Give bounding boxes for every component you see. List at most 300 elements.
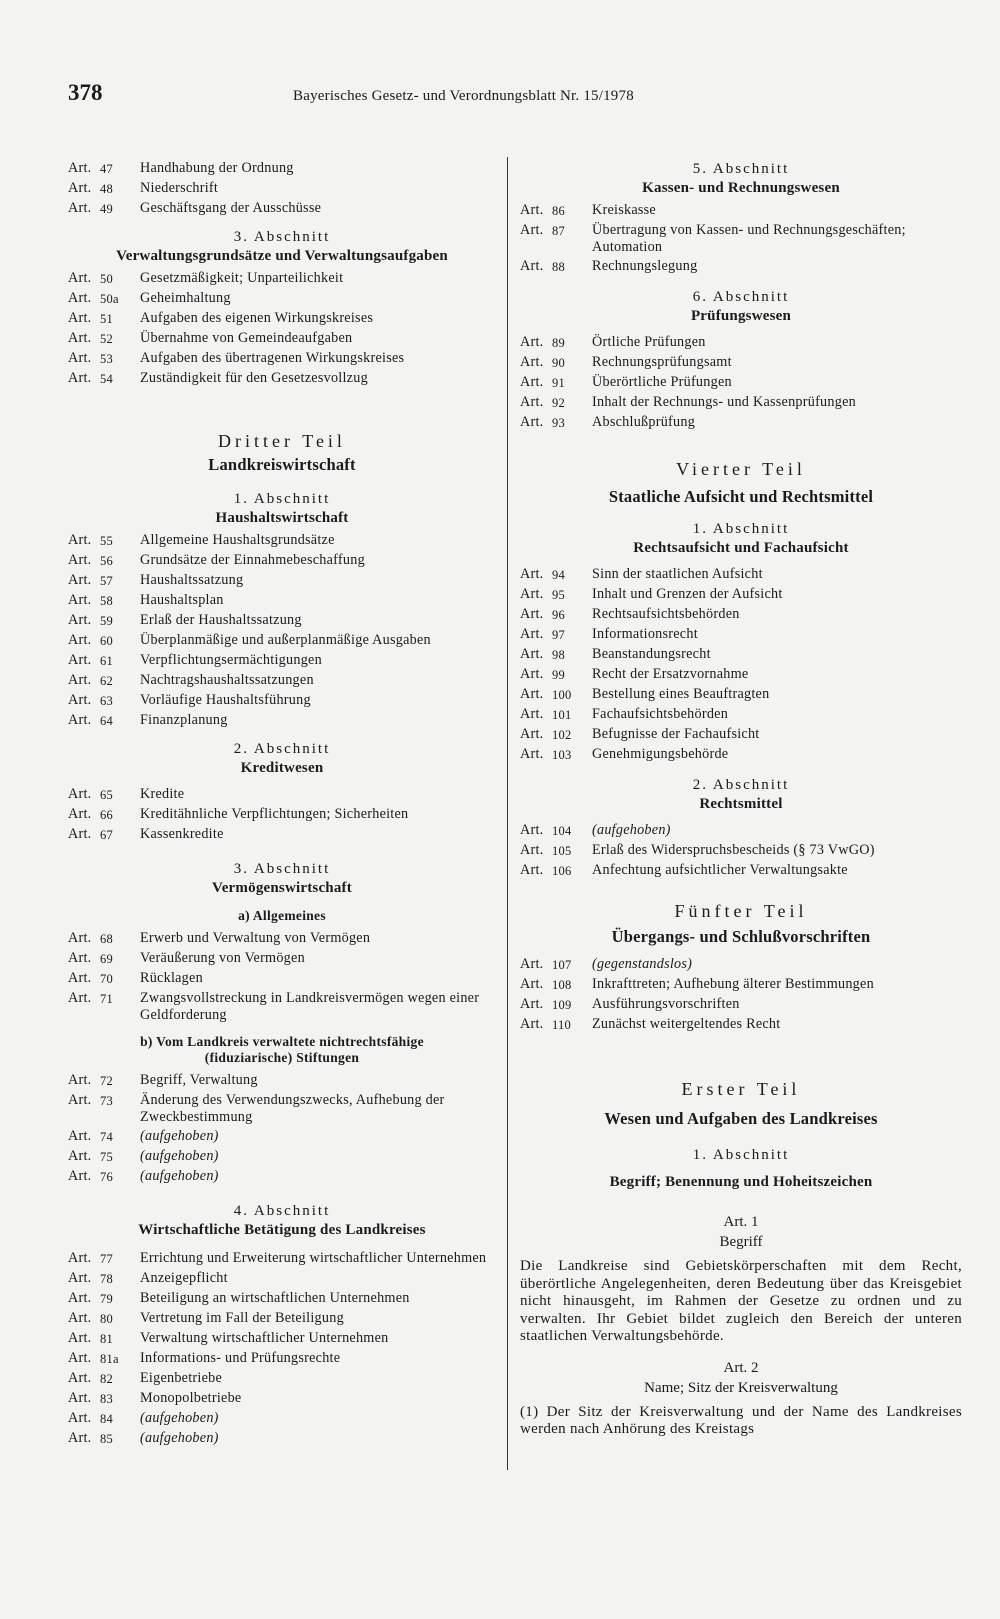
toc-entry bbox=[68, 290, 496, 308]
article-title: Vorläufige Haushaltsführung bbox=[140, 692, 311, 708]
part-title: Landkreiswirtschaft bbox=[208, 455, 356, 474]
article-number: 63 bbox=[100, 694, 113, 708]
article-title: Beteiligung an wirtschaftlichen Unternehmen bbox=[140, 1290, 410, 1306]
part-heading: Vierter Teil bbox=[676, 459, 806, 479]
article-title: Finanzplanung bbox=[140, 712, 228, 728]
article-abbrev: Art. bbox=[520, 258, 544, 274]
article-abbrev: Art. bbox=[520, 996, 544, 1012]
article-number: 70 bbox=[100, 972, 113, 986]
toc-entry bbox=[68, 552, 496, 570]
toc-entry bbox=[68, 1290, 496, 1308]
article-title: Beanstandungsrecht bbox=[592, 646, 711, 662]
article-abbrev: Art. bbox=[520, 354, 544, 370]
toc-entry bbox=[68, 672, 496, 690]
toc-entry bbox=[68, 1128, 496, 1146]
toc-entry bbox=[68, 1350, 496, 1368]
toc-entry bbox=[520, 1016, 962, 1034]
subsection-heading: b) Vom Landkreis verwaltete nichtrechtsfähige (fiduziarische) Stiftungen bbox=[140, 1034, 424, 1065]
toc-entry bbox=[68, 692, 496, 710]
toc-entry bbox=[520, 822, 962, 840]
section-number: 6. Abschnitt bbox=[692, 289, 790, 305]
article-title: Vertretung im Fall der Beteiligung bbox=[140, 1310, 344, 1326]
article-abbrev: Art. bbox=[68, 350, 92, 366]
part-heading: Fünfter Teil bbox=[674, 901, 808, 921]
toc-entry bbox=[520, 956, 962, 974]
toc-entry bbox=[68, 1168, 496, 1186]
article-number: 50 bbox=[100, 272, 113, 286]
article-number: 93 bbox=[552, 416, 565, 430]
article-abbrev: Art. bbox=[68, 1148, 92, 1164]
article-number: 53 bbox=[100, 352, 113, 366]
article-title: Name; Sitz der Kreisverwaltung bbox=[644, 1379, 838, 1396]
article-title: Eigenbetriebe bbox=[140, 1370, 223, 1386]
toc-entry bbox=[68, 532, 496, 550]
article-title: Überörtliche Prüfungen bbox=[592, 374, 732, 390]
article-abbrev: Art. bbox=[68, 1310, 92, 1326]
article-number: 94 bbox=[552, 568, 565, 582]
article-number: 79 bbox=[100, 1292, 113, 1306]
article-title: Erwerb und Verwaltung von Vermögen bbox=[140, 930, 371, 946]
journal-title: Bayerisches Gesetz- und Verordnungsblatt Nr. 15/1978 bbox=[293, 88, 634, 104]
section-number: 2. Abschnitt bbox=[692, 777, 790, 793]
toc-entry bbox=[68, 970, 496, 988]
part-heading: Dritter Teil bbox=[218, 431, 346, 451]
article-number: 47 bbox=[100, 162, 113, 176]
article-title: Erlaß des Widerspruchsbescheids (§ 73 VwGO) bbox=[592, 842, 875, 858]
article-title: Handhabung der Ordnung bbox=[140, 160, 294, 176]
section-title: Kassen- und Rechnungswesen bbox=[642, 180, 840, 196]
article-number: 60 bbox=[100, 634, 113, 648]
article-heading: Art. 1 bbox=[723, 1214, 759, 1230]
article-title: Erlaß der Haushaltssatzung bbox=[140, 612, 302, 628]
article-title: Sinn der staatlichen Aufsicht bbox=[592, 566, 763, 582]
article-title: Monopolbetriebe bbox=[140, 1390, 242, 1406]
toc-entry bbox=[520, 862, 962, 880]
article-number: 48 bbox=[100, 182, 113, 196]
article-title: (aufgehoben) bbox=[140, 1168, 219, 1184]
article-abbrev: Art. bbox=[68, 826, 92, 842]
toc-entry bbox=[520, 334, 962, 352]
article-paragraph: (1) Der Sitz der Kreisverwaltung und der Name des Landkreises werden nach Anhörung des Kreistags bbox=[520, 1403, 962, 1437]
article-number: 95 bbox=[552, 588, 565, 602]
toc-entry bbox=[520, 726, 962, 744]
toc-entry bbox=[68, 180, 496, 198]
article-number: 83 bbox=[100, 1392, 113, 1406]
article-number: 89 bbox=[552, 336, 565, 350]
toc-entry bbox=[68, 786, 496, 804]
article-title: Inhalt der Rechnungs- und Kassenprüfungen bbox=[592, 394, 856, 410]
section-title: Rechtsmittel bbox=[699, 796, 783, 812]
article-abbrev: Art. bbox=[520, 726, 544, 742]
section-title: Verwaltungsgrundsätze und Verwaltungsaufgaben bbox=[116, 248, 448, 264]
article-title: Rücklagen bbox=[140, 970, 203, 986]
article-title: Rechtsaufsichtsbehörden bbox=[592, 606, 740, 622]
section-number: 4. Abschnitt bbox=[233, 1203, 331, 1219]
article-abbrev: Art. bbox=[68, 930, 92, 946]
article-title: Überplanmäßige und außerplanmäßige Ausgaben bbox=[140, 632, 431, 648]
article-abbrev: Art. bbox=[520, 414, 544, 430]
article-abbrev: Art. bbox=[68, 290, 92, 306]
article-number: 71 bbox=[100, 992, 113, 1006]
article-number: 73 bbox=[100, 1094, 113, 1108]
entry-list bbox=[68, 532, 496, 730]
entry-list bbox=[520, 822, 962, 880]
article-number: 98 bbox=[552, 648, 565, 662]
toc-entry bbox=[68, 652, 496, 670]
article-number: 54 bbox=[100, 372, 113, 386]
article-title: Haushaltssatzung bbox=[140, 572, 244, 588]
article-abbrev: Art. bbox=[68, 572, 92, 588]
article-abbrev: Art. bbox=[68, 1168, 92, 1184]
article-title: Kassenkredite bbox=[140, 826, 224, 842]
article-title: Bestellung eines Beauftragten bbox=[592, 686, 770, 702]
article-number: 84 bbox=[100, 1412, 113, 1426]
article-number: 67 bbox=[100, 828, 113, 842]
article-number: 104 bbox=[552, 824, 572, 838]
article-number: 76 bbox=[100, 1170, 113, 1184]
toc-entry bbox=[520, 706, 962, 724]
toc-entry bbox=[68, 1250, 496, 1268]
article-number: 49 bbox=[100, 202, 113, 216]
article-abbrev: Art. bbox=[520, 1016, 544, 1032]
article-number: 72 bbox=[100, 1074, 113, 1088]
entry-list bbox=[520, 334, 962, 432]
article-number: 65 bbox=[100, 788, 113, 802]
toc-entry bbox=[68, 1330, 496, 1348]
page-number: 378 bbox=[68, 80, 103, 105]
article-number: 52 bbox=[100, 332, 113, 346]
toc-entry bbox=[520, 374, 962, 392]
article-title: Zwangsvollstreckung in Landkreisvermögen wegen einer Geldforderung bbox=[140, 990, 480, 1023]
article-number: 51 bbox=[100, 312, 113, 326]
article-abbrev: Art. bbox=[68, 672, 92, 688]
article-title: Begriff bbox=[719, 1234, 763, 1250]
article-abbrev: Art. bbox=[68, 370, 92, 386]
toc-entry bbox=[520, 354, 962, 372]
article-abbrev: Art. bbox=[68, 806, 92, 822]
article-abbrev: Art. bbox=[68, 950, 92, 966]
article-title: Rechnungsprüfungsamt bbox=[592, 354, 732, 370]
article-title: Befugnisse der Fachaufsicht bbox=[592, 726, 760, 742]
toc-entry bbox=[68, 806, 496, 824]
article-title: Begriff, Verwaltung bbox=[140, 1072, 258, 1088]
article-number: 108 bbox=[552, 978, 572, 992]
article-abbrev: Art. bbox=[68, 692, 92, 708]
article-abbrev: Art. bbox=[68, 990, 92, 1006]
section-title: Vermögenswirtschaft bbox=[212, 880, 352, 896]
part-title: Wesen und Aufgaben des Landkreises bbox=[604, 1109, 878, 1128]
toc-entry bbox=[520, 666, 962, 684]
article-heading: Art. 2 bbox=[723, 1359, 759, 1376]
toc-entry bbox=[520, 996, 962, 1014]
toc-entry bbox=[68, 1390, 496, 1408]
article-abbrev: Art. bbox=[520, 976, 544, 992]
article-abbrev: Art. bbox=[68, 310, 92, 326]
article-title: Übernahme von Gemeindeaufgaben bbox=[140, 330, 353, 346]
article-title: Verpflichtungsermächtigungen bbox=[140, 652, 322, 668]
article-abbrev: Art. bbox=[68, 1250, 92, 1266]
entry-list bbox=[68, 270, 496, 388]
article-title: Grundsätze der Einnahmebeschaffung bbox=[140, 552, 365, 568]
toc-entry bbox=[68, 950, 496, 968]
article-abbrev: Art. bbox=[68, 592, 92, 608]
toc-entry bbox=[68, 826, 496, 844]
toc-entry bbox=[68, 1072, 496, 1090]
article-title: Rechnungslegung bbox=[592, 258, 698, 274]
article-title: Kreditähnliche Verpflichtungen; Sicherheiten bbox=[140, 806, 409, 822]
article-abbrev: Art. bbox=[68, 1270, 92, 1286]
article-abbrev: Art. bbox=[68, 632, 92, 648]
section-number: 3. Abschnitt bbox=[233, 861, 331, 877]
article-title: Fachaufsichtsbehörden bbox=[592, 706, 729, 722]
toc-entry bbox=[520, 606, 962, 624]
article-abbrev: Art. bbox=[520, 202, 544, 218]
article-number: 92 bbox=[552, 396, 565, 410]
article-title: (gegenstandslos) bbox=[592, 956, 693, 972]
column-divider bbox=[507, 157, 508, 1470]
article-number: 69 bbox=[100, 952, 113, 966]
article-title: Abschlußprüfung bbox=[592, 414, 696, 430]
section-title: Haushaltswirtschaft bbox=[215, 510, 349, 526]
section-title: Begriff; Benennung und Hoheitszeichen bbox=[609, 1174, 873, 1190]
toc-entry bbox=[68, 632, 496, 650]
article-number: 81 bbox=[100, 1332, 113, 1346]
right-column bbox=[520, 160, 962, 1445]
article-number: 96 bbox=[552, 608, 565, 622]
left-column bbox=[68, 160, 496, 1450]
article-number: 66 bbox=[100, 808, 113, 822]
article-title: Informations- und Prüfungsrechte bbox=[140, 1350, 341, 1366]
article-title: (aufgehoben) bbox=[592, 822, 671, 838]
section-number: 1. Abschnitt bbox=[692, 521, 790, 537]
article-title: Übertragung von Kassen- und Rechnungsgeschäften; Automation bbox=[592, 222, 906, 255]
toc-entry bbox=[68, 1410, 496, 1428]
toc-entry bbox=[520, 646, 962, 664]
article-title: Aufgaben des übertragenen Wirkungskreises bbox=[140, 350, 405, 366]
toc-entry bbox=[68, 160, 496, 178]
toc-entry bbox=[520, 626, 962, 644]
article-abbrev: Art. bbox=[68, 786, 92, 802]
article-title: (aufgehoben) bbox=[140, 1148, 219, 1164]
toc-entry bbox=[68, 330, 496, 348]
article-abbrev: Art. bbox=[520, 394, 544, 410]
toc-entry bbox=[68, 350, 496, 368]
article-title: Veräußerung von Vermögen bbox=[140, 950, 305, 966]
article-number: 75 bbox=[100, 1150, 113, 1164]
article-title: Allgemeine Haushaltsgrundsätze bbox=[140, 532, 335, 548]
article-title: Genehmigungsbehörde bbox=[592, 746, 729, 762]
article-abbrev: Art. bbox=[520, 606, 544, 622]
article-number: 57 bbox=[100, 574, 113, 588]
article-number: 103 bbox=[552, 748, 572, 762]
article-number: 109 bbox=[552, 998, 572, 1012]
article-title: Niederschrift bbox=[140, 180, 219, 196]
article-number: 88 bbox=[552, 260, 565, 274]
article-abbrev: Art. bbox=[520, 842, 544, 858]
subsection-heading: a) Allgemeines bbox=[238, 908, 326, 923]
part-heading: Erster Teil bbox=[681, 1079, 801, 1099]
toc-entry bbox=[520, 394, 962, 412]
article-abbrev: Art. bbox=[68, 612, 92, 628]
article-abbrev: Art. bbox=[520, 374, 544, 390]
article-title: Änderung des Verwendungszwecks, Aufhebung der Zweckbestimmung bbox=[140, 1092, 445, 1125]
article-title: (aufgehoben) bbox=[140, 1128, 219, 1144]
toc-entry bbox=[520, 686, 962, 704]
toc-entry bbox=[68, 712, 496, 730]
article-title: Zunächst weitergeltendes Recht bbox=[592, 1016, 781, 1032]
article-number: 100 bbox=[552, 688, 572, 702]
section-title: Kreditwesen bbox=[240, 760, 324, 776]
article-title: Zuständigkeit für den Gesetzesvollzug bbox=[140, 370, 368, 386]
article-title: (aufgehoben) bbox=[140, 1410, 219, 1426]
entry-list bbox=[520, 956, 962, 1034]
toc-entry bbox=[68, 370, 496, 388]
toc-entry bbox=[68, 200, 496, 218]
entry-list bbox=[68, 160, 496, 218]
entry-list bbox=[520, 566, 962, 764]
article-abbrev: Art. bbox=[68, 1330, 92, 1346]
article-title: Inhalt und Grenzen der Aufsicht bbox=[592, 586, 783, 602]
article-number: 78 bbox=[100, 1272, 113, 1286]
section-number: 3. Abschnitt bbox=[233, 229, 331, 245]
article-number: 77 bbox=[100, 1252, 113, 1266]
toc-entry bbox=[520, 976, 962, 994]
article-number: 85 bbox=[100, 1432, 113, 1446]
entry-list bbox=[520, 202, 962, 276]
article-title: Errichtung und Erweiterung wirtschaftlicher Unternehmen bbox=[140, 1250, 487, 1266]
article-abbrev: Art. bbox=[68, 532, 92, 548]
article-abbrev: Art. bbox=[68, 652, 92, 668]
article-abbrev: Art. bbox=[68, 270, 92, 286]
toc-entry bbox=[520, 842, 962, 860]
part-title: Übergangs- und Schlußvorschriften bbox=[611, 927, 871, 946]
toc-entry bbox=[68, 310, 496, 328]
article-number: 105 bbox=[552, 844, 572, 858]
article-abbrev: Art. bbox=[68, 200, 92, 216]
article-abbrev: Art. bbox=[68, 160, 92, 176]
article-title: Haushaltsplan bbox=[140, 592, 224, 608]
article-abbrev: Art. bbox=[68, 712, 92, 728]
page-header bbox=[68, 80, 768, 112]
article-number: 61 bbox=[100, 654, 113, 668]
section-number: 5. Abschnitt bbox=[692, 161, 790, 177]
article-title: Aufgaben des eigenen Wirkungskreises bbox=[140, 310, 374, 326]
part-title: Staatliche Aufsicht und Rechtsmittel bbox=[608, 487, 874, 506]
section-number: 1. Abschnitt bbox=[233, 491, 331, 507]
toc-entry bbox=[68, 572, 496, 590]
article-number: 87 bbox=[552, 224, 565, 238]
article-title: Recht der Ersatzvornahme bbox=[592, 666, 749, 682]
toc-entry bbox=[68, 1370, 496, 1388]
article-number: 102 bbox=[552, 728, 572, 742]
section-title: Rechtsaufsicht und Fachaufsicht bbox=[633, 540, 849, 556]
toc-entry bbox=[68, 990, 496, 1024]
article-abbrev: Art. bbox=[68, 552, 92, 568]
article-title: Inkrafttreten; Aufhebung älterer Bestimmungen bbox=[592, 976, 874, 992]
article-paragraph: Die Landkreise sind Gebietskörperschaften mit dem Recht, überörtliche Angelegenheiten, deren Bedeutung über das Kreisgebiet nicht hinausgeht, im Rahmen der Gesetze zu ordnen und zu verwalten. Ihr Gebiet bildet zugleich den Bereich der unteren staatlichen Verwaltungsbehörde. bbox=[520, 1258, 962, 1344]
article-abbrev: Art. bbox=[520, 566, 544, 582]
article-abbrev: Art. bbox=[520, 746, 544, 762]
article-abbrev: Art. bbox=[68, 1290, 92, 1306]
article-number: 58 bbox=[100, 594, 113, 608]
article-title: Örtliche Prüfungen bbox=[592, 334, 706, 350]
toc-entry bbox=[68, 270, 496, 288]
toc-entry bbox=[68, 592, 496, 610]
article-title: Nachtragshaushaltssatzungen bbox=[140, 672, 314, 688]
toc-entry bbox=[520, 258, 962, 276]
article-number: 62 bbox=[100, 674, 113, 688]
article-title: Kredite bbox=[140, 786, 185, 802]
article-number: 55 bbox=[100, 534, 113, 548]
article-title: Informationsrecht bbox=[592, 626, 698, 642]
article-number: 91 bbox=[552, 376, 565, 390]
article-number: 80 bbox=[100, 1312, 113, 1326]
toc-entry bbox=[520, 414, 962, 432]
article-number: 50a bbox=[100, 292, 119, 306]
article-title: Verwaltung wirtschaftlicher Unternehmen bbox=[140, 1330, 389, 1346]
article-title: Ausführungsvorschriften bbox=[592, 996, 740, 1012]
entry-list bbox=[68, 786, 496, 844]
article-abbrev: Art. bbox=[520, 686, 544, 702]
article-abbrev: Art. bbox=[68, 1128, 92, 1144]
article-abbrev: Art. bbox=[520, 956, 544, 972]
article-number: 90 bbox=[552, 356, 565, 370]
article-abbrev: Art. bbox=[68, 1410, 92, 1426]
section-title: Prüfungswesen bbox=[690, 308, 792, 324]
article-title: Geheimhaltung bbox=[140, 290, 231, 306]
article-abbrev: Art. bbox=[520, 822, 544, 838]
article-number: 81a bbox=[100, 1352, 119, 1366]
article-abbrev: Art. bbox=[68, 970, 92, 986]
article-abbrev: Art. bbox=[68, 1072, 92, 1088]
article-number: 107 bbox=[552, 958, 572, 972]
article-title: Anzeigepflicht bbox=[140, 1270, 228, 1286]
toc-entry bbox=[520, 566, 962, 584]
article-abbrev: Art. bbox=[68, 1092, 92, 1108]
article-number: 64 bbox=[100, 714, 113, 728]
toc-entry bbox=[68, 612, 496, 630]
article-abbrev: Art. bbox=[68, 1430, 92, 1446]
section-title: Wirtschaftliche Betätigung des Landkreises bbox=[138, 1222, 426, 1238]
article-abbrev: Art. bbox=[520, 222, 544, 238]
article-abbrev: Art. bbox=[520, 706, 544, 722]
article-number: 101 bbox=[552, 708, 572, 722]
article-abbrev: Art. bbox=[68, 180, 92, 196]
article-abbrev: Art. bbox=[68, 1390, 92, 1406]
article-number: 74 bbox=[100, 1130, 113, 1144]
article-number: 110 bbox=[552, 1018, 572, 1032]
section-number: 2. Abschnitt bbox=[233, 741, 331, 757]
toc-entry bbox=[68, 1148, 496, 1166]
article-number: 86 bbox=[552, 204, 565, 218]
toc-entry bbox=[68, 1270, 496, 1288]
article-abbrev: Art. bbox=[68, 1370, 92, 1386]
article-abbrev: Art. bbox=[520, 646, 544, 662]
toc-entry bbox=[520, 202, 962, 220]
article-abbrev: Art. bbox=[520, 862, 544, 878]
article-abbrev: Art. bbox=[68, 1350, 92, 1366]
article-number: 99 bbox=[552, 668, 565, 682]
article-number: 59 bbox=[100, 614, 113, 628]
entry-list bbox=[68, 930, 496, 1024]
article-title: Gesetzmäßigkeit; Unparteilichkeit bbox=[140, 270, 344, 286]
article-abbrev: Art. bbox=[520, 334, 544, 350]
article-title: Anfechtung aufsichtlicher Verwaltungsakte bbox=[592, 862, 848, 878]
toc-entry bbox=[520, 586, 962, 604]
article-title: Geschäftsgang der Ausschüsse bbox=[140, 200, 322, 216]
article-title: Kreiskasse bbox=[592, 202, 656, 218]
toc-entry bbox=[68, 930, 496, 948]
